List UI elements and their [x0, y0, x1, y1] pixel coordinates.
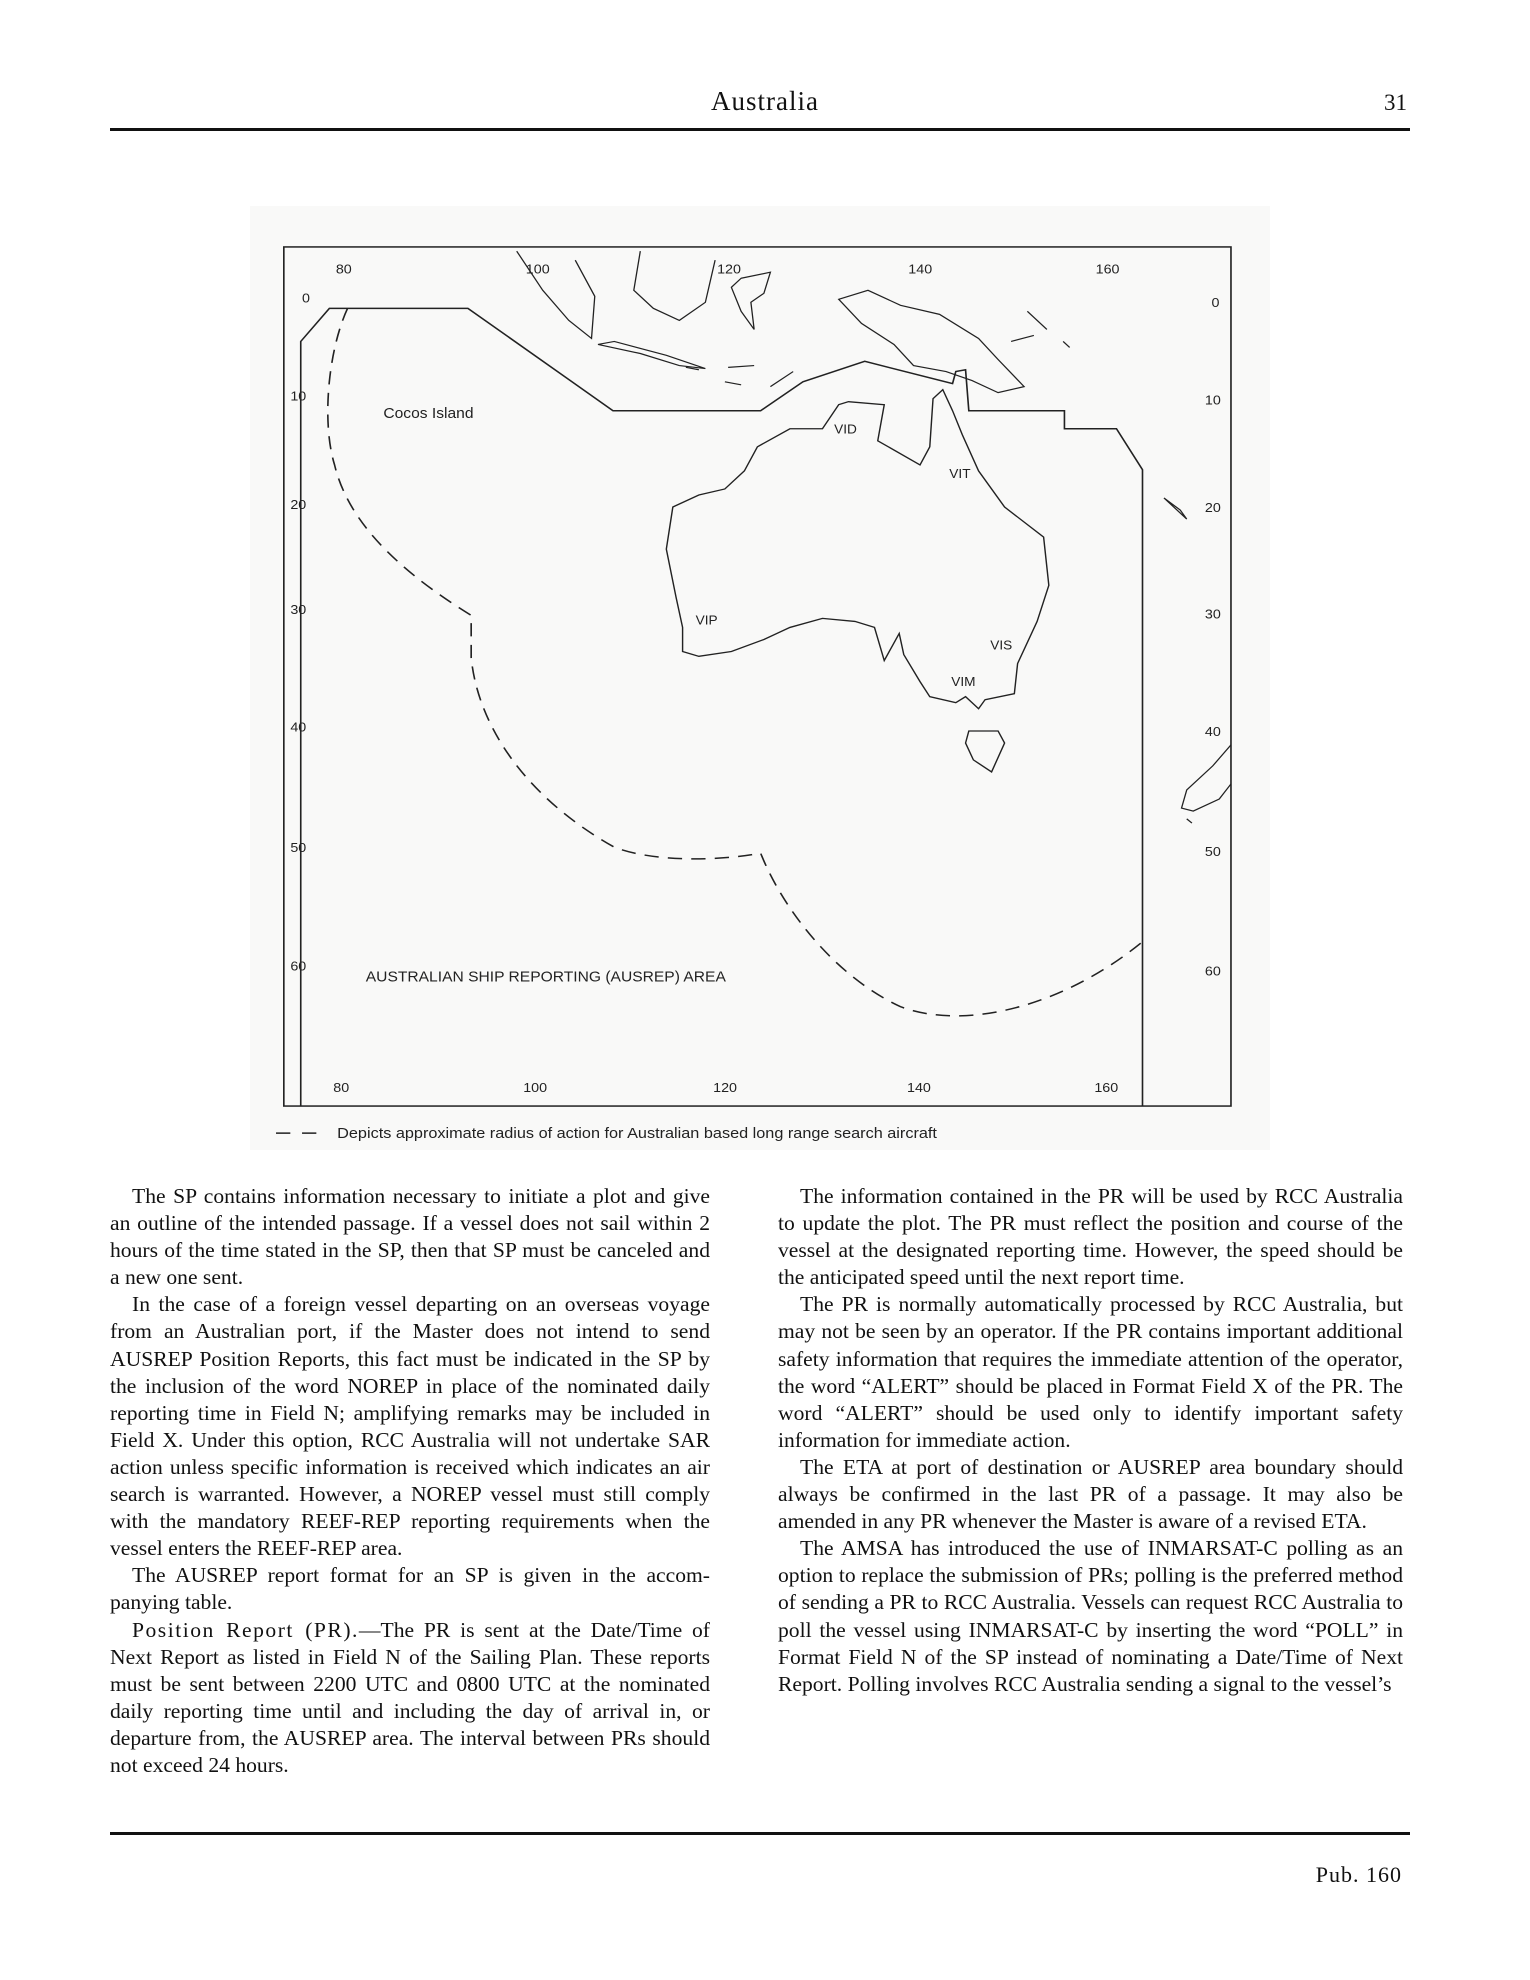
right-lat-label: 40: [1204, 724, 1221, 739]
vit-label: VIT: [949, 466, 971, 482]
java-coastline: [598, 341, 705, 368]
vis-label: VIS: [990, 638, 1013, 653]
header-rule: [110, 128, 1410, 131]
australia-coastline: [666, 390, 1049, 709]
cocos-island-label: Cocos Island: [383, 405, 474, 422]
right-text-column: [778, 1183, 1403, 1698]
right-lat-label: 10: [1204, 393, 1221, 408]
right-lat-label: 20: [1204, 500, 1221, 515]
top-lon-label: 100: [525, 261, 550, 277]
map-legend: [276, 1125, 938, 1141]
bottom-lon-label: 100: [523, 1080, 548, 1096]
bottom-lon-label: 120: [713, 1080, 738, 1096]
paragraph: The AMSA has introduced the use of INMARSAT-C polling as an option to replace the submission of PRs; polling is the preferred method of sending a PR to RCC Australia. Vessels can request RCC Australia to poll the vessel using INMARSAT-C by inserting the word “POLL” in Format Field N of the SP instead of nominating a Date/Time of Next Report. Polling involves RCC Australia sending a signal to the vessel’s: [778, 1536, 1403, 1696]
top-lon-label: 120: [717, 261, 741, 277]
left-lat-label: 50: [290, 840, 307, 855]
ausrep-area-map: [250, 206, 1270, 1150]
publication-number: Pub. 160: [1315, 1862, 1402, 1887]
ausrep-boundary: [301, 308, 1143, 1106]
bottom-lon-label: 80: [333, 1080, 350, 1096]
paragraph-text: —The PR is sent at the Date/Time of Next Report as listed in Field N of the Sailing Plan. These reports must be sent between 2200 UTC and 0800 UTC at the nominated daily reporting time until and including the day of arrival in, or departure from, the AUSREP area. The interval between PRs should not exceed 24 hours.: [110, 1617, 710, 1777]
footer-rule: [110, 1832, 1410, 1835]
tasmania-coastline: [966, 731, 1005, 772]
top-lon-label: 140: [908, 261, 933, 277]
vip-label: VIP: [695, 612, 718, 628]
left-text-column: [110, 1183, 710, 1779]
paragraph: The PR is normally automatically processed by RCC Australia, but may not be seen by an operator. If the PR contains important additional safety information that requires the immediate attention of the operator, the word “ALERT” should be placed in Format Field X of the PR. The word “ALERT” should be used only to identify important safety information for immediate action.: [778, 1292, 1403, 1452]
left-lat-label: 10: [290, 388, 307, 404]
left-lat-label: 30: [290, 602, 307, 618]
vim-label: VIM: [951, 674, 976, 689]
paragraph: In the case of a foreign vessel departing on an overseas voyage from an Australian port, if the Master does not intend to send AUSREP Position Reports, this fact must be indicated in the SP by the inclusion of the word NOREP in place of the nominated daily reporting time in Field N; amplifying remarks may be included in Field X. Under this option, RCC Australia will not undertake SAR action unless specific information is received which indicates an air search is warranted. However, a NOREP vessel must still comply with the mandatory REEF-REP reporting requirements when the vessel enters the REEF-REP area.: [110, 1292, 710, 1561]
solomon-islands: [1011, 311, 1070, 347]
left-lat-label: 0: [302, 290, 310, 306]
borneo-coastline: [634, 251, 715, 320]
top-lon-label: 160: [1095, 261, 1120, 277]
ausrep-area-title: AUSTRALIAN SHIP REPORTING (AUSREP) AREA: [365, 968, 726, 986]
left-lat-label: 20: [290, 497, 307, 512]
vid-label: VID: [834, 422, 857, 437]
right-lat-label: 50: [1204, 844, 1221, 860]
paragraph: The ETA at port of destination or AUSREP area boundary should always be confirmed in the last PR of a passage. It may also be amended in any PR whenever the Master is aware of a revised ETA.: [778, 1454, 1403, 1534]
paragraph: The SP contains information necessary to initiate a plot and give an outline of the intended passage. If a vessel does not sail within 2 hours of the time stated in the SP, then that SP must be canceled and a new one sent.: [110, 1184, 710, 1290]
right-lat-label: 60: [1204, 963, 1221, 979]
page-number: 31: [1384, 90, 1407, 115]
paragraph: The AUSREP report format for an SP is given in the accom-panying table.: [110, 1563, 710, 1615]
left-lat-label: 40: [290, 720, 307, 735]
bottom-lon-label: 160: [1094, 1080, 1119, 1096]
running-header-title: Australia: [711, 86, 819, 116]
new-guinea-coastline: [839, 290, 1024, 392]
bottom-lon-label: 140: [907, 1080, 931, 1096]
new-caledonia-coastline: [1164, 498, 1187, 519]
sulawesi-coastline: [731, 272, 770, 329]
right-lat-label: 30: [1204, 606, 1221, 622]
paragraph-position-report: [110, 1617, 710, 1780]
map-place-labels: [366, 405, 1013, 985]
paragraph: The information contained in the PR will be used by RCC Australia to update the plot. The PR must reflect the position and course of the vessel at the designated reporting time. However, the speed should be the anticipated speed until the next report time.: [778, 1184, 1403, 1290]
left-lat-label: 60: [290, 959, 307, 974]
legend-text: Depicts approximate radius of action for Australian based long range search aircraft: [337, 1125, 937, 1142]
run-in-heading: Position Report (PR).: [132, 1617, 359, 1642]
new-zealand-coastline: [1182, 745, 1231, 823]
map-figure: [250, 206, 1270, 1150]
top-lon-label: 80: [335, 261, 352, 277]
right-lat-label: 0: [1211, 295, 1220, 311]
